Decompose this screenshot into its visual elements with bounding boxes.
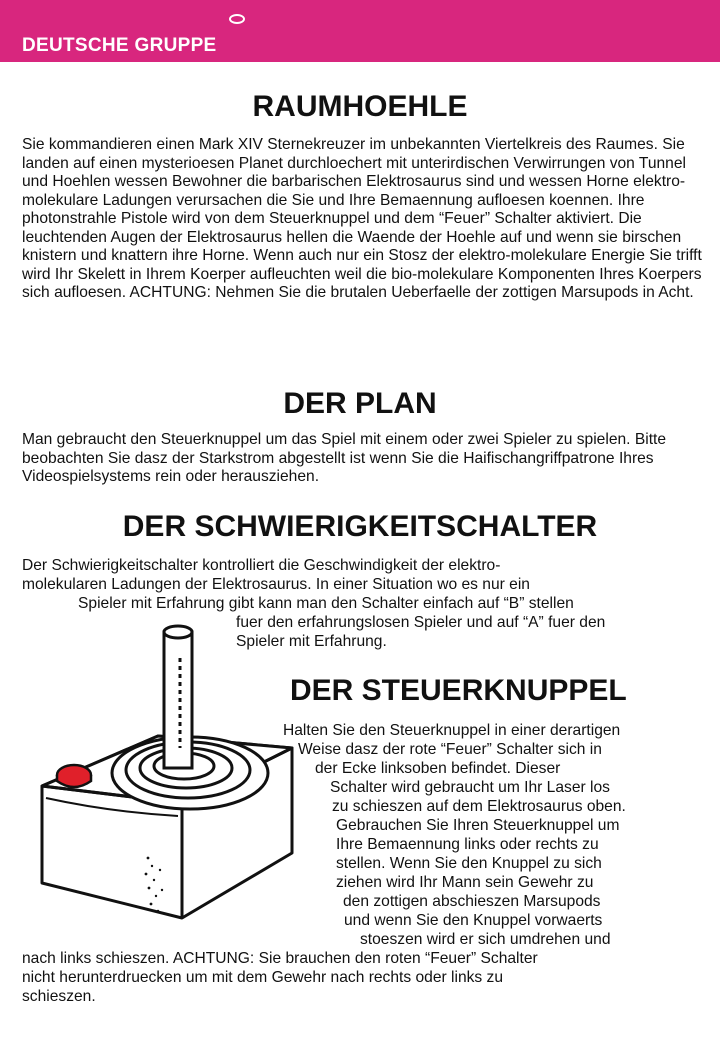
joystick-line: Weise dasz der rote “Feuer” Schalter sich in — [298, 741, 602, 758]
joystick-line: Halten Sie den Steuerknuppel in einer derartigen — [283, 722, 621, 739]
intro-paragraph: Sie kommandieren einen Mark XIV Sternekreuzer im unbekannten Viertelkreis des Raumes. Sie landen auf einen mysterioesen Planet durchloechert mit unterirdischen Verwirrungen von Tunnel und Hoehlen wessen Bewohner die barbarischen Elektrosaurus sind und wessen Horne elektro-molekulare Ladungen verursachen die Sie und Ihre Bemaennung aufloesen koennen. Ihre photonstrahle Pistole wird von dem Steuerknuppel und dem “Feuer” Schalter aktiviert. Die leuchtenden Augen der Elektrosaurus hellen die Waende der Hoehle auf und wenn sie birschen knistern und knattern ihre Horne. Wenn auch nur ein Stosz der elektro-molekulare Energie Sie trifft wird Ihr Skelett in Ihrem Koerper aufleuchten weil die bio-molekulare Komponenten Ihres Koerpers sich aufloesen. ACHTUNG: Nehmen Sie die brutalen Ueberfaelle der zottigen Marsupods in Acht. — [22, 136, 702, 301]
joystick-line: stellen. Wenn Sie den Knuppel zu sich — [336, 855, 602, 872]
joystick-line: schieszen. — [22, 988, 96, 1005]
plan-paragraph: Man gebraucht den Steuerknuppel um das Spiel mit einem oder zwei Spieler zu spielen. Bitte beobachten Sie dasz der Starkstrom abgestellt ist wenn Sie die Haifischangriffpatrone Ihres Videospielsystems rein oder herausziehen. — [22, 431, 667, 485]
difficulty-line: fuer den erfahrungslosen Spieler und auf “A” fuer den — [236, 614, 606, 631]
joystick-line: und wenn Sie den Knuppel vorwaerts — [344, 912, 603, 929]
difficulty-line: Spieler mit Erfahrung gibt kann man den Schalter einfach auf “B” stellen — [78, 595, 574, 612]
difficulty-line: Der Schwierigkeitschalter kontrolliert die Geschwindigkeit der elektro- — [22, 557, 501, 574]
joystick-line: Schalter wird gebraucht um Ihr Laser los — [330, 779, 610, 796]
joystick-line: Gebrauchen Sie Ihren Steuerknuppel um — [336, 817, 620, 834]
section-label: DEUTSCHE GRUPPE — [22, 35, 217, 56]
logo-mark — [229, 14, 245, 24]
joystick-illustration — [30, 618, 295, 948]
difficulty-heading: DER SCHWIERIGKEITSCHALTER — [122, 510, 598, 543]
plan-heading: DER PLAN — [283, 387, 437, 420]
difficulty-line: molekularen Ladungen der Elektrosaurus. In einer Situation wo es nur ein — [22, 576, 530, 593]
joystick-line: Ihre Bemaennung links oder rechts zu — [336, 836, 599, 853]
joystick-line: der Ecke linksoben befindet. Dieser — [315, 760, 561, 777]
joystick-line: den zottigen abschieszen Marsupods — [343, 893, 601, 910]
joystick-line: nach links schieszen. ACHTUNG: Sie brauchen den roten “Feuer” Schalter — [22, 950, 538, 967]
page-title: RAUMHOEHLE — [252, 90, 468, 123]
joystick-line: zu schieszen auf dem Elektrosaurus oben. — [332, 798, 626, 815]
joystick-line: stoeszen wird er sich umdrehen und — [360, 931, 611, 948]
difficulty-line: Spieler mit Erfahrung. — [236, 633, 387, 650]
joystick-heading: DER STEUERKNUPPEL — [290, 674, 627, 707]
joystick-line: nicht herunterdruecken um mit dem Gewehr nach rechts oder links zu — [22, 969, 504, 986]
joystick-line: ziehen wird Ihr Mann sein Gewehr zu — [336, 874, 594, 891]
